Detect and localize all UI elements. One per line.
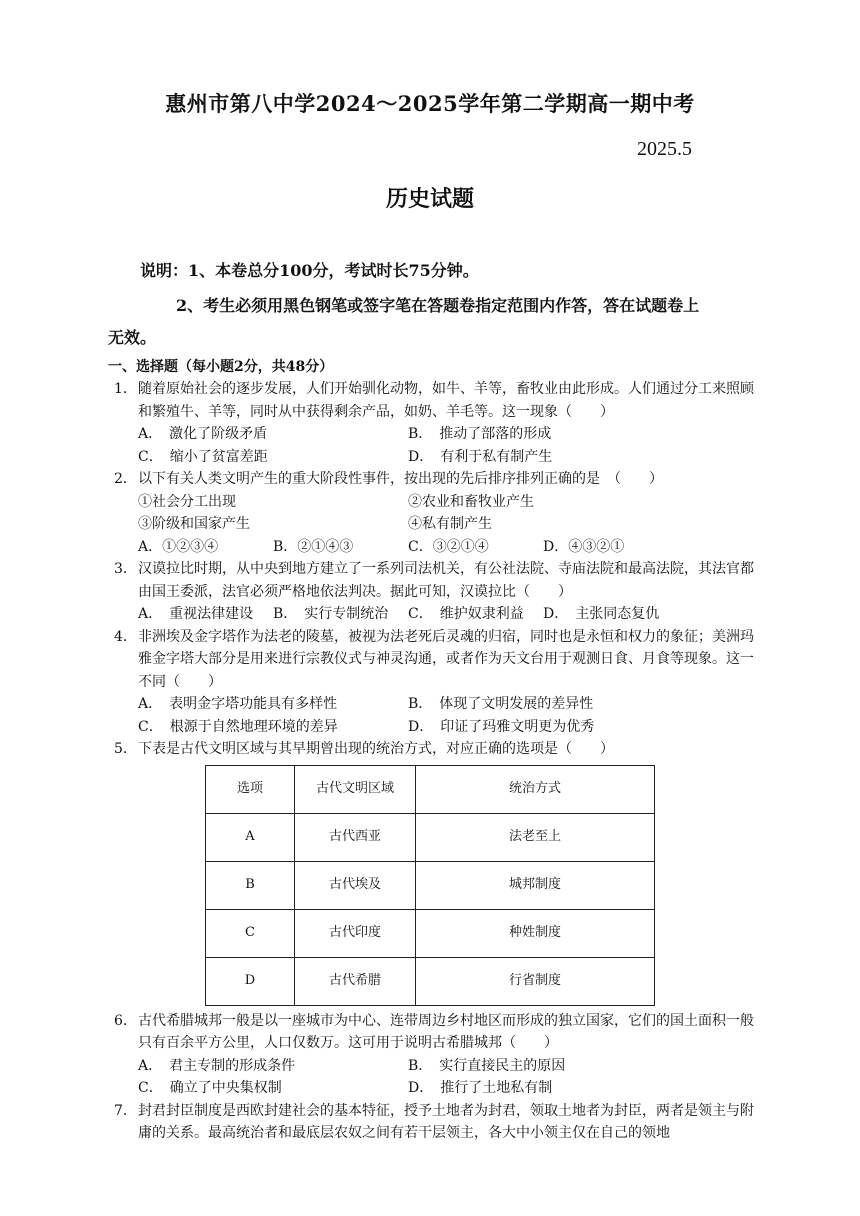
option-c: C．③②①④ — [408, 538, 489, 555]
question-4 — [108, 626, 758, 694]
table-cell: 古代埃及 — [295, 861, 416, 909]
exam-title: 惠州市第八中学2024～2025学年第二学期高一期中考 — [165, 91, 695, 116]
option-a: A． 君主专制的形成条件 — [138, 1057, 296, 1074]
table-cell: 行省制度 — [416, 957, 655, 1005]
question-stem: 下表是古代文明区域与其早期曾出现的统治方式，对应正确的选项是（ ） — [138, 741, 614, 757]
option-b: B． 体现了文明发展的差异性 — [408, 696, 594, 712]
instruction-line-1: 说明：1、本卷总分100分，考试时长75分钟。 — [140, 261, 479, 280]
question-number: 3． — [114, 561, 137, 577]
question-stem: 封君封臣制度是西欧封建社会的基本特征，授予土地者为封君，领取土地者为封臣，两者是领主与附庸的关系。最高统治者和最底层农奴之间有若干层领主，各大中小领主仅在自己的领地 — [138, 1102, 754, 1141]
option-b: B． 实行专制统治 — [273, 606, 389, 622]
option-a: A． 重视法律建设 — [138, 606, 254, 622]
instruction-line-2: 2、考生必须用黑色钢笔或签字笔在答题卷指定范围内作答，答在试题卷上 — [176, 296, 700, 315]
table-row — [206, 861, 655, 909]
options-4 — [108, 693, 758, 738]
table-cell: 法老至上 — [416, 813, 655, 861]
civilization-table — [205, 765, 655, 1006]
question-number: 5． — [114, 741, 137, 757]
options-6 — [108, 1055, 758, 1100]
option-c: C． 缩小了贫富差距 — [138, 448, 268, 465]
option-d: D． 印证了玛雅文明更为优秀 — [408, 718, 595, 735]
question-stem: 古代希腊城邦一般是以一座城市为中心、连带周边乡村地区而形成的独立国家，它们的国土面积一般只有百余平方公里，人口仅数万。这可用于说明古希腊城邦（ ） — [138, 1012, 754, 1051]
option-a: A． 激化了阶级矛盾 — [138, 426, 268, 442]
question-stem: 非洲埃及金字塔作为法老的陵墓，被视为法老死后灵魂的归宿，同时也是永恒和权力的象征；美洲玛雅金字塔大部分是用来进行宗教仪式与神灵沟通，或者作为天文台用于观测日食、月食等现象。这一不同（ ） — [138, 628, 754, 690]
table-cell: A — [206, 813, 295, 861]
table-cell: C — [206, 909, 295, 957]
question-2 — [108, 468, 758, 491]
question-stem: 汉谟拉比时期，从中央到地方建立了一系列司法机关，有公社法院、寺庙法院和最高法院，其法官都由国王委派，法官必须严格地依法判决。据此可知，汉谟拉比（ ） — [138, 561, 754, 600]
table-header-cell: 古代文明区域 — [295, 765, 416, 813]
question-3 — [108, 558, 758, 603]
option-b: B． 推动了部落的形成 — [408, 426, 552, 442]
option-c: C． 确立了中央集权制 — [138, 1080, 282, 1096]
table-cell: 种姓制度 — [416, 909, 655, 957]
statement: ③阶级和国家产生 — [138, 516, 250, 532]
table-header-row — [206, 765, 655, 813]
question-7 — [108, 1100, 758, 1145]
option-b: B． 实行直接民主的原因 — [408, 1057, 566, 1074]
table-cell: 古代印度 — [295, 909, 416, 957]
question-number: 4． — [114, 628, 137, 645]
options-2 — [108, 536, 758, 559]
option-d: D． 推行了土地私有制 — [408, 1080, 553, 1096]
option-d: D． 主张同态复仇 — [543, 606, 660, 622]
statement: ④私有制产生 — [408, 516, 492, 532]
question-number: 1． — [114, 381, 137, 397]
questions-list — [108, 378, 758, 1145]
question-stem: 随着原始社会的逐步发展，人们开始驯化动物，如牛、羊等，畜牧业由此形成。人们通过分工来照顾和繁殖牛、羊等，同时从中获得剩余产品，如奶、羊毛等。这一现象（ ） — [138, 381, 754, 420]
table-cell: B — [206, 861, 295, 909]
option-c: C． 根源于自然地理环境的差异 — [138, 718, 338, 735]
option-a: A． 表明金字塔功能具有多样性 — [138, 696, 338, 712]
exam-date: 2025.5 — [637, 138, 692, 160]
option-d: D．④③②① — [543, 538, 625, 555]
question-number: 7． — [114, 1102, 137, 1119]
statement: ②农业和畜牧业产生 — [408, 493, 534, 510]
table-cell: 城邦制度 — [416, 861, 655, 909]
table-header-cell: 选项 — [206, 765, 295, 813]
question-stem: 以下有关人类文明产生的重大阶段性事件，按出现的先后排序排列正确的是 （ ） — [138, 471, 663, 487]
options-1 — [108, 423, 758, 468]
question-1 — [108, 378, 758, 423]
statements-2 — [108, 491, 758, 536]
question-5 — [108, 738, 758, 761]
statement: ①社会分工出现 — [138, 493, 236, 510]
option-d: D． 有利于私有制产生 — [408, 448, 553, 465]
table-cell: D — [206, 957, 295, 1005]
table-cell: 古代西亚 — [295, 813, 416, 861]
table-row — [206, 909, 655, 957]
question-number: 2． — [114, 471, 137, 487]
table-row — [206, 957, 655, 1005]
section-title: 一、选择题（每小题2分，共48分） — [108, 359, 334, 375]
option-b: B．②①④③ — [273, 538, 354, 555]
subject-title: 历史试题 — [385, 186, 474, 212]
table-header-cell: 统治方式 — [416, 765, 655, 813]
table-row — [206, 813, 655, 861]
option-a: A．①②③④ — [138, 538, 219, 555]
option-c: C． 维护奴隶利益 — [408, 606, 524, 622]
question-6 — [108, 1010, 758, 1055]
table-cell: 古代希腊 — [295, 957, 416, 1005]
instruction-line-2-cont: 无效。 — [108, 328, 157, 347]
question-number: 6． — [114, 1012, 137, 1029]
options-3 — [108, 603, 758, 626]
